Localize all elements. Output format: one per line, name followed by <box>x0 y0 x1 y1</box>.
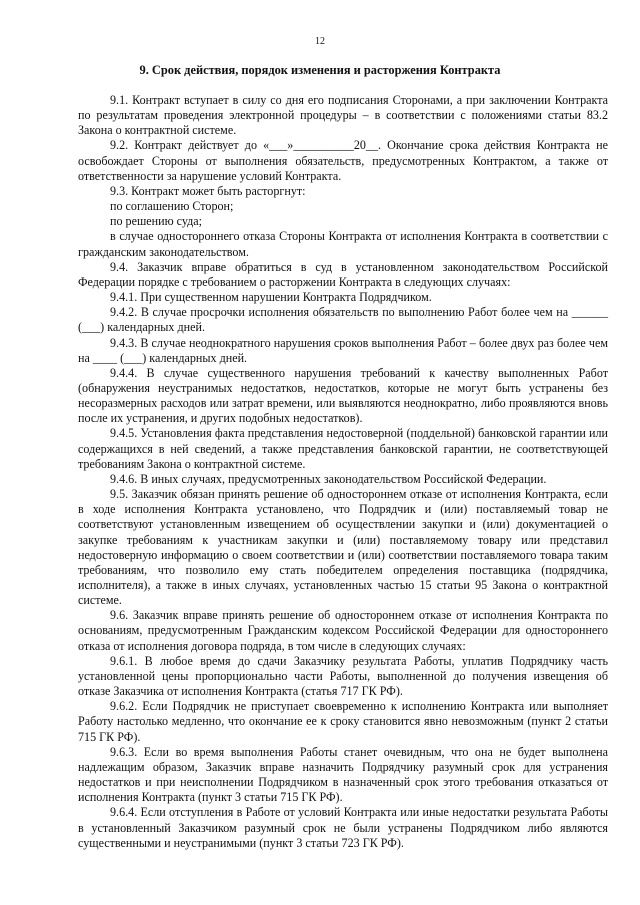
clause-9-3-option-unilateral: в случае одностороннего отказа Стороны Контракта от исполнения Контракта в соответствии с гражданским законодательством. <box>78 229 608 259</box>
clause-9-6-2: 9.6.2. Если Подрядчик не приступает своевременно к исполнению Контракта или выполняет Работу настолько медленно, что окончание ее к сроку становится явно невозможным (пункт 2 статьи 715 ГК РФ). <box>78 699 608 744</box>
clause-9-4-6: 9.4.6. В иных случаях, предусмотренных законодательством Российской Федерации. <box>110 471 547 486</box>
clause-9-6-1: 9.6.1. В любое время до сдачи Заказчику результата Работы, уплатив Подрядчику часть установленной цены пропорционально части Работы, выполненной до получения извещения об отказе Заказчика от исполнения Контракта (статья 717 ГК РФ). <box>78 653 608 699</box>
clause-9-1: 9.1. Контракт вступает в силу со дня его подписания Сторонами, а при заключении Контракта по результатам проведения электронной процедуры – в соответствии с положениями статьи 83.2 Закона о контрактной системе. <box>78 93 608 138</box>
clause-9-4-1: 9.4.1. При существенном нарушении Контракта Подрядчиком. <box>110 290 432 305</box>
clause-9-6: 9.6. Заказчик вправе принять решение об одностороннем отказе от исполнения Контракта по основаниям, предусмотренным Гражданским кодексом Российской Федерации для одностороннего отказа от исполнения договора подряда, в том числе в следующих случаях: <box>78 608 608 653</box>
clause-9-6-4: 9.6.4. Если отступления в Работе от условий Контракта или иные недостатки результата Работы в установленный Заказчиком разумный срок не были устранены Подрядчиком либо являются существенными и неустранимыми (пункт 3 статьи 723 ГК РФ). <box>78 805 608 850</box>
clause-9-5: 9.5. Заказчик обязан принять решение об одностороннем отказе от исполнения Контракта, если в ходе исполнения Контракта установлено, что Подрядчик и (или) поставляемый товар не соответствуют установленным извещением об осуществлении закупки и (или) документацией о закупке требованиям к участникам закупки и (или) поставляемому товару или представил недостоверную информацию о своем соответствии и (или) соответствии поставляемого товара таким требованиям, что позволило ему стать победителем определения поставщика (подрядчика, исполнителя), а также в иных случаях, установленных частью 15 статьи 95 Закона о контрактной системе. <box>78 487 608 608</box>
clause-9-2: 9.2. Контракт действует до «___»__________20__. Окончание срока действия Контракта не освобождает Стороны от выполнения обязательств, предусмотренных Контрактом, а также от ответственности за нарушение условий Контракта. <box>78 138 608 183</box>
clause-9-4-2: 9.4.2. В случае просрочки исполнения обязательств по выполнению Работ более чем на ______ (___) календарных дней. <box>78 305 608 335</box>
clause-9-4-5: 9.4.5. Установления факта представления недостоверной (поддельной) банковской гарантии или содержащихся в ней сведений, а также представления банковской гарантии, не соответствующей требованиям Закона о контрактной системе. <box>78 426 608 471</box>
clause-9-3-option-agreement: по соглашению Сторон; <box>110 199 234 214</box>
clause-9-4: 9.4. Заказчик вправе обратиться в суд в установленном законодательством Российской Федерации порядке с требованием о расторжении Контракта в следующих случаях: <box>78 259 608 289</box>
clause-9-3-option-court: по решению суда; <box>110 214 203 229</box>
document-body <box>78 93 608 851</box>
section-title: 9. Срок действия, порядок изменения и расторжения Контракта <box>139 63 501 77</box>
clause-9-3: 9.3. Контракт может быть расторгнут: <box>110 183 306 198</box>
clause-9-4-4: 9.4.4. В случае существенного нарушения требований к качеству выполненных Работ (обнаружения неустранимых недостатков, недостатков, которые не могут быть устранены без несоразмерных расходов или затрат времени, или выявляются неоднократно, либо проявляются вновь после их устранения, и других подобных недостатков). <box>78 365 608 426</box>
clause-9-4-3: 9.4.3. В случае неоднократного нарушения сроков выполнения Работ – более двух раз более чем на ____ (___) календарных дней. <box>78 335 608 365</box>
clause-9-6-3: 9.6.3. Если во время выполнения Работы станет очевидным, что она не будет выполнена надлежащим образом, Заказчик вправе назначить Подрядчику разумный срок для устранения недостатков и при неисполнении Подрядчиком в назначенный срок этого требования отказаться от исполнения Контракта (пункт 3 статьи 715 ГК РФ). <box>78 744 608 805</box>
page-number: 12 <box>315 36 325 47</box>
